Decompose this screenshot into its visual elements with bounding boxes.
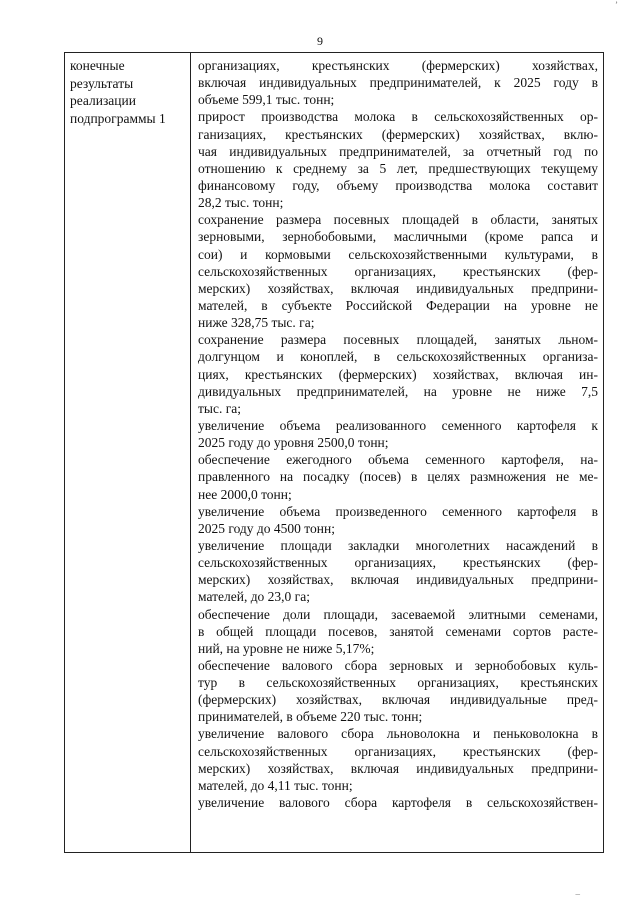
content-line: мателей, до 23,0 га; xyxy=(198,589,310,605)
content-line: 2025 году до уровня 2500,0 тонн; xyxy=(198,435,389,451)
content-line: увеличение объема произведенного семенного картофеля в xyxy=(198,503,598,519)
content-line: ниже 328,75 тыс. га; xyxy=(198,315,315,331)
content-line: зерновыми, зернобобовыми, масличными (кроме рапса и xyxy=(198,229,598,245)
row-content-cell xyxy=(191,53,604,853)
content-line: в общей площади посевов, занятой семенами сортов расте- xyxy=(198,623,598,639)
content-line: организациях, крестьянских (фермерских) хозяйствах, xyxy=(198,58,598,73)
content-line: сохранение размера посевных площадей в области, занятых xyxy=(198,212,598,228)
content-line: тур в сельскохозяйственных организациях, крестьянских xyxy=(198,675,598,691)
content-line: обеспечение ежегодного объема семенного картофеля, на- xyxy=(198,452,598,468)
content-line: циях, крестьянских (фермерских) хозяйствах, включая ин- xyxy=(198,366,598,382)
content-line: мателей, в субъекте Российской Федерации на уровне не xyxy=(198,297,598,313)
content-line: принимателей, в объеме 220 тыс. тонн; xyxy=(198,709,423,725)
content-line: прирост производства молока в сельскохозяйственных ор- xyxy=(198,109,598,125)
content-line: нее 2000,0 тонн; xyxy=(198,486,292,502)
content-line: мерских) хозяйствах, включая индивидуальных предприни- xyxy=(198,572,598,588)
content-line: чая индивидуальных предпринимателей, за отчетный год по xyxy=(198,143,598,159)
content-line: правленного на посадку (посев) в целях размножения не ме- xyxy=(198,469,598,485)
content-line: увеличение валового сбора картофеля в сельскохозяйствен- xyxy=(198,795,598,811)
content-line: отношению к среднему за 5 лет, предшествующих текущему xyxy=(198,160,598,176)
content-line: объеме 599,1 тыс. тонн; xyxy=(198,92,335,108)
content-line: ний, на уровне не ниже 5,17%; xyxy=(198,640,375,656)
content-line: ганизациях, крестьянских (фермерских) хозяйствах, вклю- xyxy=(198,126,598,142)
content-line: сельскохозяйственных организациях, крестьянских (фер- xyxy=(198,555,598,571)
content-line: тыс. га; xyxy=(198,400,241,416)
content-line: увеличение объема реализованного семенного картофеля к xyxy=(198,417,598,433)
content-lines xyxy=(198,57,598,811)
content-line: финансовому году, объему производства молока составит xyxy=(198,177,598,193)
content-line: 28,2 тыс. тонн; xyxy=(198,195,284,211)
corner-mark-top: ʼ xyxy=(615,0,618,10)
program-table xyxy=(64,52,604,853)
content-line: сельскохозяйственных организациях, крестьянских (фер- xyxy=(198,263,598,279)
row-label-cell: конечные результаты реализации подпрограммы 1 xyxy=(65,53,191,853)
content-line: 2025 году до 4500 тонн; xyxy=(198,520,335,536)
content-line: долгунцом и коноплей, в сельскохозяйственных организа- xyxy=(198,349,598,365)
table-row xyxy=(65,53,604,853)
page-number: 9 xyxy=(317,34,323,48)
content-line: сои) и кормовыми сельскохозяйственными культурами, в xyxy=(198,246,598,262)
content-line: дивидуальных предпринимателей, на уровне не ниже 7,5 xyxy=(198,383,598,399)
content-line: мателей, до 4,11 тыс. тонн; xyxy=(198,777,353,793)
content-line: сохранение размера посевных площадей, занятых льном- xyxy=(198,332,598,348)
content-line: увеличение площади закладки многолетних насаждений в xyxy=(198,537,598,553)
content-line: включая индивидуальных предпринимателей, к 2025 году в xyxy=(198,75,598,91)
corner-mark-bottom: – xyxy=(575,889,580,899)
content-line: (фермерских) хозяйствах, включая индивидуальные пред- xyxy=(198,692,598,708)
content-line: мерских) хозяйствах, включая индивидуальных предприни- xyxy=(198,280,598,296)
content-line: мерских) хозяйствах, включая индивидуальных предприни- xyxy=(198,760,598,776)
content-line: увеличение валового сбора льноволокна и пеньковолокна в xyxy=(198,726,598,742)
content-line: обеспечение валового сбора зерновых и зернобобовых куль- xyxy=(198,657,598,673)
content-line: сельскохозяйственных организациях, крестьянских (фер- xyxy=(198,743,598,759)
content-line: обеспечение доли площади, засеваемой элитными семенами, xyxy=(198,606,598,622)
